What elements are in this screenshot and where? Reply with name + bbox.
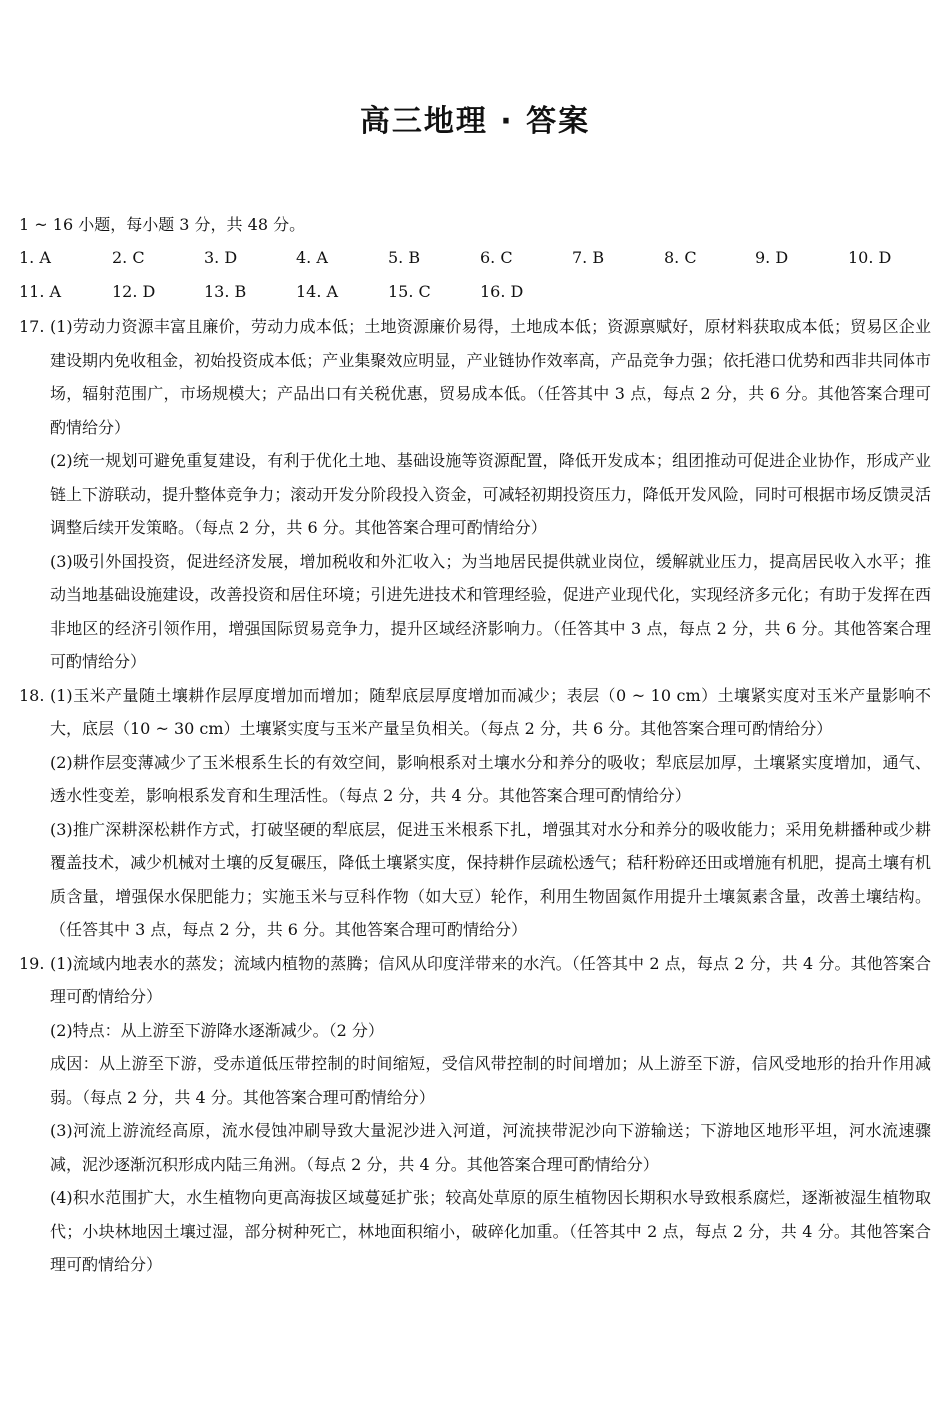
choice-answer: 16. D bbox=[480, 282, 524, 301]
choice-answer: 11. A bbox=[19, 282, 62, 301]
choice-answer: 14. A bbox=[296, 282, 339, 301]
answer-part: (1)劳动力资源丰富且廉价，劳动力成本低；土地资源廉价易得，土地成本低；资源禀赋好，原材料获取成本低；贸易区企业建设期内免收租金，初始投资成本低；产业集聚效应明显，产业链协作效率高，产品竞争力强；依托港口优势和西非共同体市场，辐射范围广，市场规模大；产品出口有关税优惠，贸易成本低。（任答其中 3 点，每点 2 分，共 6 分。其他答案合理可酌情给分） bbox=[50, 317, 931, 437]
choice-answer: 9. D bbox=[755, 248, 789, 267]
choice-answer: 4. A bbox=[296, 248, 328, 267]
answer-part: (3)吸引外国投资，促进经济发展，增加税收和外汇收入；为当地居民提供就业岗位，缓解就业压力，提高居民收入水平；推动当地基础设施建设，改善投资和居住环境；引进先进技术和管理经验，促进产业现代化，实现经济多元化；有助于发挥在西非地区的经济引领作用，增强国际贸易竞争力，提升区域经济影响力。（任答其中 3 点，每点 2 分，共 6 分。其他答案合理可酌情给分） bbox=[50, 551, 931, 671]
choice-answer: 2. C bbox=[112, 248, 145, 267]
answer-part: (1)玉米产量随土壤耕作层厚度增加而增加；随犁底层厚度增加而减少；表层（0 ~ 10 cm）土壤紧实度对玉米产量影响不大，底层（10 ~ 30 cm）土壤紧实度与玉米产量呈负相关。（每点 2 分，共 6 分。其他答案合理可酌情给分） bbox=[50, 685, 931, 738]
choice-answer: 13. B bbox=[204, 282, 247, 301]
answer-section bbox=[19, 310, 931, 1282]
answer-part: (1)流域内地表水的蒸发；流域内植物的蒸腾；信风从印度洋带来的水汽。（任答其中 2 点，每点 2 分，共 4 分。其他答案合理可酌情给分） bbox=[50, 953, 931, 1006]
choice-answer: 5. B bbox=[388, 248, 421, 267]
choice-answer: 6. C bbox=[480, 248, 513, 267]
answer-part: (2)耕作层变薄减少了玉米根系生长的有效空间，影响根系对土壤水分和养分的吸收；犁底层加厚，土壤紧实度增加，通气、透水性变差，影响根系发育和生理活性。（每点 2 分，共 4 分。其他答案合理可酌情给分） bbox=[50, 752, 931, 805]
choice-answer: 1. A bbox=[19, 248, 51, 267]
choice-answer: 7. B bbox=[572, 248, 605, 267]
answer-part: (2)特点：从上游至下游降水逐渐减少。（2 分） bbox=[50, 1020, 384, 1040]
choice-answer: 3. D bbox=[204, 248, 238, 267]
choice-answer: 12. D bbox=[112, 282, 156, 301]
question-18 bbox=[19, 679, 931, 947]
answer-part: 成因：从上游至下游，受赤道低压带控制的时间缩短，受信风带控制的时间增加；从上游至下游，信风受地形的抬升作用减弱。（每点 2 分，共 4 分。其他答案合理可酌情给分） bbox=[50, 1054, 931, 1107]
answer-part: (4)积水范围扩大，水生植物向更高海拔区域蔓延扩张；较高处草原的原生植物因长期积水导致根系腐烂，逐渐被湿生植物取代；小块林地因土壤过湿，部分树种死亡，林地面积缩小，破碎化加重。（任答其中 2 点，每点 2 分，共 4 分。其他答案合理可酌情给分） bbox=[50, 1188, 931, 1274]
choice-answer: 10. D bbox=[848, 248, 892, 267]
page-title: 高三地理 · 答案 bbox=[359, 104, 591, 139]
choice-answer: 8. C bbox=[664, 248, 697, 267]
choice-answers-row-1 bbox=[19, 246, 931, 270]
answer-part: (3)推广深耕深松耕作方式，打破坚硬的犁底层，促进玉米根系下扎，增强其对水分和养分的吸收能力；采用免耕播种或少耕覆盖技术，减少机械对土壤的反复碾压，降低土壤紧实度，保持耕作层疏松透气；秸秆粉碎还田或增施有机肥，提高土壤有机质含量，增强保水保肥能力；实施玉米与豆科作物（如大豆）轮作，利用生物固氮作用提升土壤氮素含量，改善土壤结构。（任答其中 3 点，每点 2 分，共 6 分。其他答案合理可酌情给分） bbox=[50, 819, 931, 939]
question-number: 18. bbox=[19, 685, 45, 705]
question-17 bbox=[19, 310, 931, 679]
question-19 bbox=[19, 947, 931, 1282]
choice-answer: 15. C bbox=[388, 282, 431, 301]
section-intro: 1 ~ 16 小题，每小题 3 分，共 48 分。 bbox=[19, 215, 306, 234]
answer-part: (3)河流上游流经高原，流水侵蚀冲刷导致大量泥沙进入河道，河流挟带泥沙向下游输送；下游地区地形平坦，河水流速骤减，泥沙逐渐沉积形成内陆三角洲。（每点 2 分，共 4 分。其他答案合理可酌情给分） bbox=[50, 1121, 931, 1174]
question-number: 17. bbox=[19, 317, 45, 336]
answer-part: (2)统一规划可避免重复建设，有利于优化土地、基础设施等资源配置，降低开发成本；组团推动可促进企业协作，形成产业链上下游联动，提升整体竞争力；滚动开发分阶段投入资金，可减轻初期投资压力，降低开发风险，同时可根据市场反馈灵活调整后续开发策略。（每点 2 分，共 6 分。其他答案合理可酌情给分） bbox=[50, 451, 931, 537]
question-number: 19. bbox=[19, 953, 45, 973]
choice-answers-row-2 bbox=[19, 280, 931, 304]
